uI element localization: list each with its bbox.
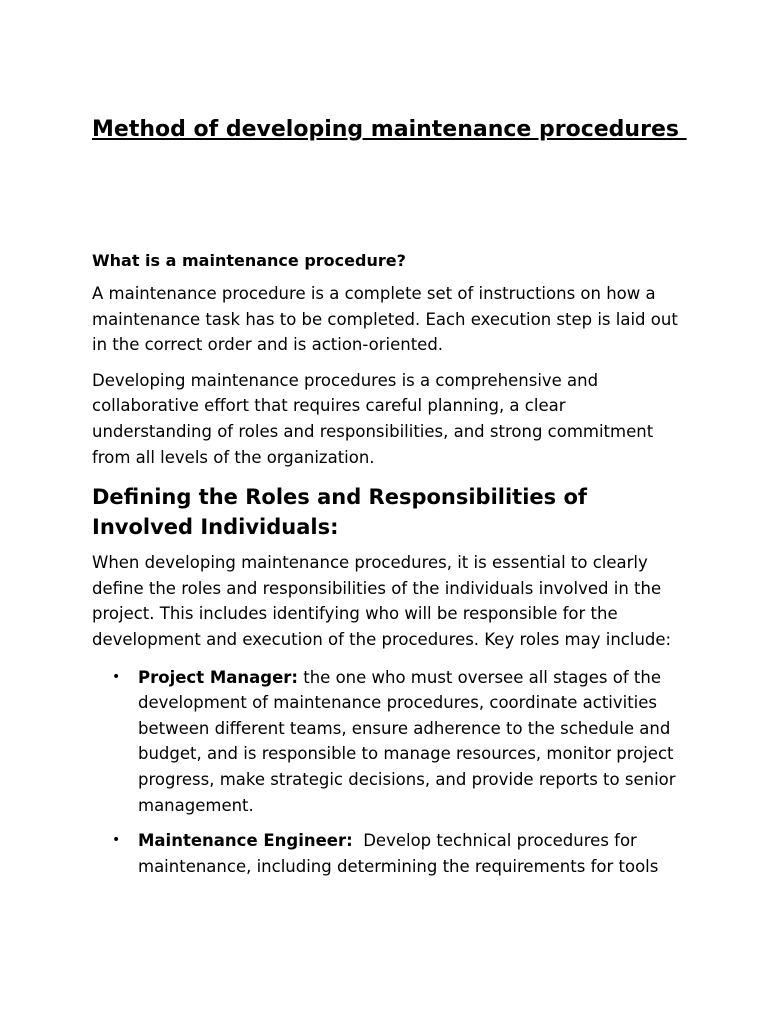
list-item [92,665,682,819]
list-item [92,828,682,879]
role-name-project-manager: Project Manager: [138,667,298,687]
role-description-project-manager: the one who must oversee all stages of the development of maintenance procedures, coordinate activities between different teams, ensure adherence to the schedule and budget, and is responsible to manage resources, monitor project progress, make strategic decisions, and provide reports to senior management. [138,667,681,815]
question-heading: What is a maintenance procedure? [92,251,406,270]
role-name-maintenance-engineer: Maintenance Engineer: [138,831,353,851]
section-heading: Defining the Roles and Responsibilities of Involved Individuals: [92,485,588,540]
document-title: Method of developing maintenance procedures [92,117,687,142]
bullet-icon: • [112,668,121,685]
document-body [92,248,682,889]
role-description-maintenance-engineer: Develop technical procedures for maintenance, including determining the requirements for tools [138,831,659,876]
roles-list [92,665,682,880]
intro-paragraph-2: Developing maintenance procedures is a comprehensive and collaborative effort that requires careful planning, a clear understanding of roles and responsibilities, and strong commitment from all levels of the organization. [92,370,654,467]
section-paragraph: When developing maintenance procedures, it is essential to clearly define the roles and responsibilities of the individuals involved in the project. This includes identifying who will be responsible for the development and execution of the procedures. Key roles may include: [92,553,672,649]
bullet-icon: • [112,832,121,849]
intro-paragraph-1: A maintenance procedure is a complete set of instructions on how a maintenance task has to be completed. Each execution step is laid out in the correct order and is action-oriented. [92,284,678,355]
